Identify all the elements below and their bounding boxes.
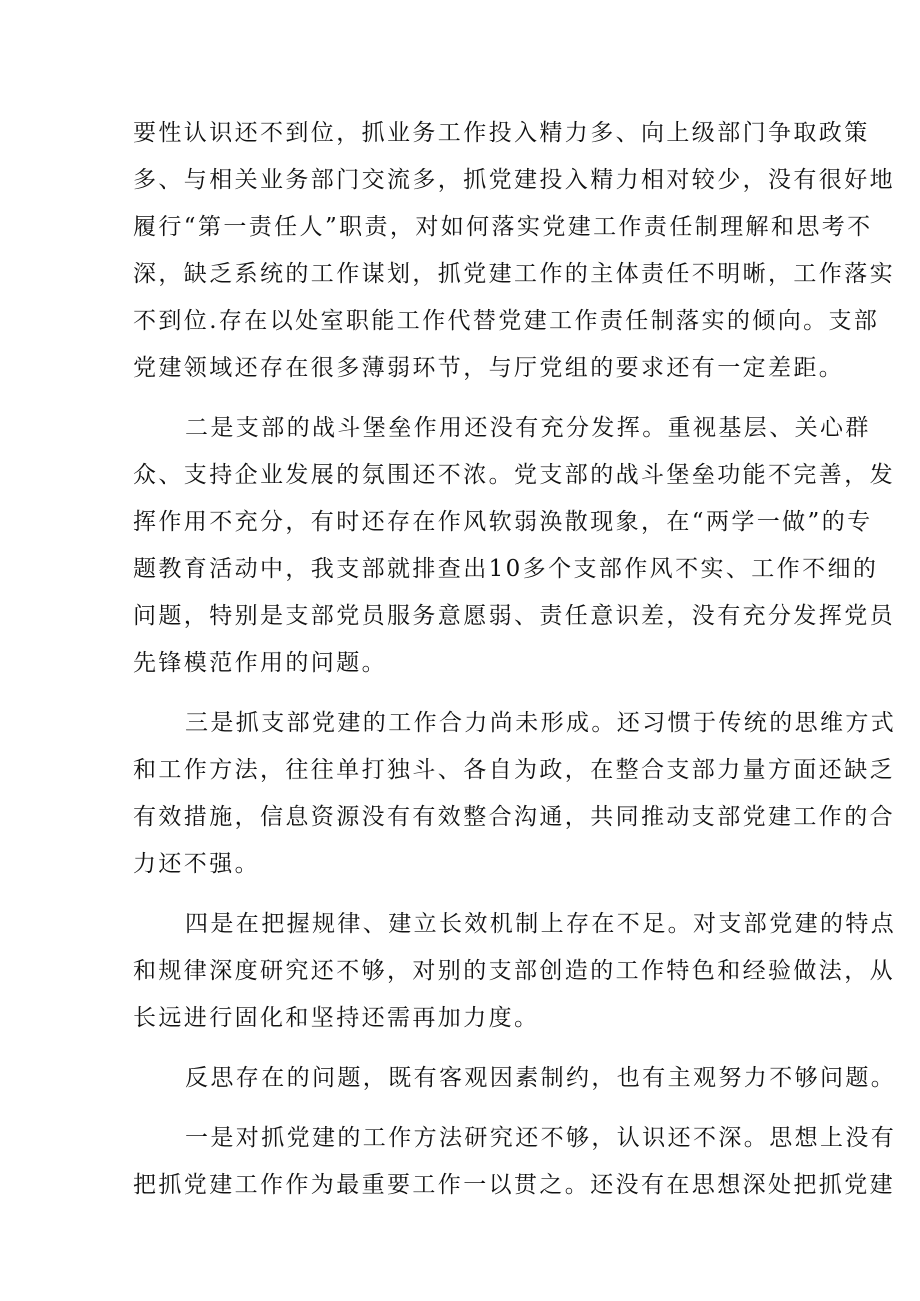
paragraph-start-line: 三是抓支部党建的工作合力尚未形成。还习惯于传统的思维方式 — [185, 710, 897, 736]
text-line: 长远进行固化和坚持还需再加力度。 — [133, 1005, 540, 1031]
text-line: 题教育活动中，我支部就排查出10多个支部作风不实、工作不细的 — [133, 556, 879, 582]
text-line: 把抓党建工作作为最重要工作一以贯之。还没有在思想深处把抓党建 — [133, 1172, 895, 1198]
text-line: 力还不强。 — [133, 851, 260, 877]
text-line: 有效措施，信息资源没有有效整合沟通，共同推动支部党建工作的合 — [133, 804, 895, 830]
paragraph-start-line: 一是对抓党建的工作方法研究还不够，认识还不深。思想上没有 — [185, 1125, 897, 1151]
text-line: 不到位.存在以处室职能工作代替党建工作责任制落实的倾向。支部 — [133, 308, 880, 334]
text-line: 和工作方法，往往单打独斗、各自为政，在整合支部力量方面还缺乏 — [133, 757, 895, 783]
text-line: 和规律深度研究还不够，对别的支部创造的工作特色和经验做法，从 — [133, 958, 895, 984]
paragraph-start-line: 四是在把握规律、建立长效机制上存在不足。对支部党建的特点 — [185, 911, 897, 937]
text-line: 履行“第一责任人”职责，对如何落实党建工作责任制理解和思考不 — [133, 214, 873, 240]
text-line: 先锋模范作用的问题。 — [133, 650, 387, 676]
paragraph-start-line: 反思存在的问题，既有客观因素制约，也有主观努力不够问题。 — [185, 1065, 897, 1091]
text-line: 众、支持企业发展的氛围还不浓。党支部的战斗堡垒功能不完善，发 — [133, 462, 895, 488]
text-line: 党建领域还存在很多薄弱环节，与厅党组的要求还有一定差距。 — [133, 355, 845, 381]
text-line: 挥作用不充分，有时还存在作风软弱涣散现象，在“两学一做”的专 — [133, 509, 873, 535]
text-line: 要性认识还不到位，抓业务工作投入精力多、向上级部门争取政策 — [133, 120, 870, 146]
document-body — [133, 110, 897, 1209]
text-line: 深，缺乏系统的工作谋划，抓党建工作的主体责任不明晰，工作落实 — [133, 261, 895, 287]
text-line: 问题，特别是支部党员服务意愿弱、责任意识差，没有充分发挥党员 — [133, 603, 895, 629]
text-line: 多、与相关业务部门交流多，抓党建投入精力相对较少，没有很好地 — [133, 167, 895, 193]
paragraph-start-line: 二是支部的战斗堡垒作用还没有充分发挥。重视基层、关心群 — [185, 415, 871, 441]
